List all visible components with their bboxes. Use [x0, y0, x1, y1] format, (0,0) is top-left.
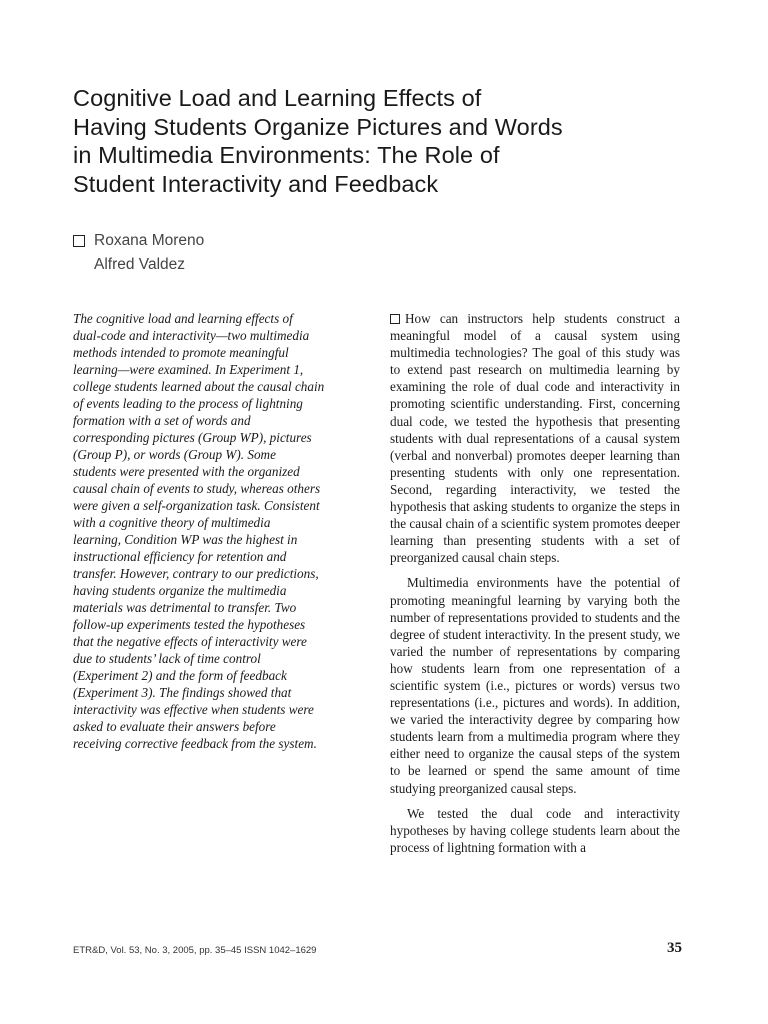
title-line: Student Interactivity and Feedback: [73, 170, 439, 197]
abstract-line: receiving corrective feedback from the system.: [73, 736, 317, 751]
abstract-line: asked to evaluate their answers before: [73, 719, 276, 734]
abstract-line: dual-code and interactivity—two multimedia: [73, 328, 310, 343]
abstract-line: college students learned about the causal chain: [73, 379, 325, 394]
square-bullet-icon: [73, 235, 85, 247]
title-line: in Multimedia Environments: The Role of: [73, 142, 500, 168]
abstract-line: that the negative effects of interactivity were: [73, 634, 307, 649]
author-list: [73, 229, 204, 277]
title-line: Cognitive Load and Learning Effects of: [73, 85, 482, 111]
abstract-line: (Experiment 3). The findings showed that: [73, 685, 292, 700]
body-paragraph: [390, 310, 680, 566]
body-text: [390, 310, 680, 864]
abstract-line: follow-up experiments tested the hypotheses: [73, 617, 306, 632]
abstract-line: with a cognitive theory of multimedia: [73, 515, 271, 530]
author-name: Roxana Moreno: [94, 232, 205, 249]
abstract-line: learning, Condition WP was the highest in: [73, 532, 298, 547]
abstract-line: learning—were examined. In Experiment 1,: [73, 362, 304, 377]
abstract-line: materials was detrimental to transfer. Two: [73, 600, 297, 615]
author-row: [73, 253, 204, 277]
abstract: [73, 310, 363, 752]
abstract-line: methods intended to promote meaningful: [73, 345, 289, 360]
abstract-line: due to students’ lack of time control: [73, 651, 261, 666]
article-title: [73, 84, 713, 198]
abstract-line: having students organize the multimedia: [73, 583, 287, 598]
abstract-line: instructional efficiency for retention and: [73, 549, 287, 564]
abstract-line: (Group P), or words (Group W). Some: [73, 447, 276, 462]
title-line: Having Students Organize Pictures and Words: [73, 113, 563, 140]
abstract-line: were given a self-organization task. Consistent: [73, 498, 320, 513]
body-paragraph: Multimedia environments have the potential of promoting meaningful learning by varying both the number of representations provided to students and the degree of student interactivity. In the present study, we varied the number of representations by comparing how students learn from one representation of a scientific system (i.e., pictures or words) versus two representations (i.e., pictures and words). In addition, we varied the interactivity degree by comparing how students learn from a multimedia program where they either need to organize the causal steps of the system to be learned or spend the same amount of time studying preorganized causal steps.: [390, 575, 680, 796]
abstract-line: students were presented with the organized: [73, 464, 300, 479]
author-name: Alfred Valdez: [94, 256, 186, 273]
abstract-line: corresponding pictures (Group WP), pictures: [73, 430, 312, 445]
page-number: 35: [667, 940, 682, 956]
square-bullet-icon: [390, 314, 400, 324]
abstract-line: interactivity was effective when students were: [73, 702, 314, 717]
abstract-line: The cognitive load and learning effects of: [73, 311, 293, 326]
abstract-line: of events leading to the process of lightning: [73, 396, 303, 411]
abstract-line: causal chain of events to study, whereas others: [73, 481, 321, 496]
abstract-line: transfer. However, contrary to our predictions,: [73, 566, 319, 581]
footer-citation: ETR&D, Vol. 53, No. 3, 2005, pp. 35–45 ISSN 1042–1629: [73, 945, 317, 956]
abstract-line: (Experiment 2) and the form of feedback: [73, 668, 287, 683]
paragraph-text: How can instructors help students construct a meaningful model of a causal system using multimedia technologies? The goal of this study was to extend past research on multimedia learning by examining the role of dual code and interactivity in promoting scientific understanding. First, concerning dual code, we tested the hypothesis that presenting students with dual representations of a causal system (verbal and nonverbal) promotes deeper learning than presenting students with only one representation. Second, regarding interactivity, we tested the hypothesis that asking students to organize the steps in the causal chain of a scientific system promotes deeper learning than presenting students with a set of preorganized causal chain steps.: [390, 311, 681, 566]
abstract-line: formation with a set of words and: [73, 413, 251, 428]
author-row: [73, 229, 204, 253]
body-paragraph: We tested the dual code and interactivity hypotheses by having college students learn about the process of lightning formation with a: [390, 805, 680, 855]
